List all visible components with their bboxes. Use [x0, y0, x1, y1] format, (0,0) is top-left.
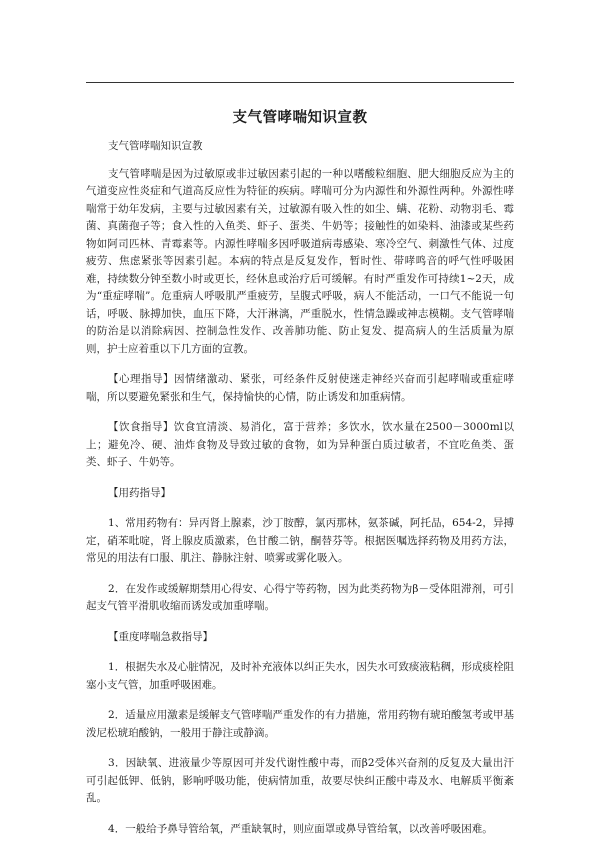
psych-guidance: 【心理指导】因情绪激动、紧张，可经条件反射使迷走神经兴奋而引起哮喘或重症哮喘，所以要避免紧张和生气，保持愉快的心情，防止诱发和加重病情。: [86, 373, 514, 403]
emergency-item-3: 3．因缺氧、进液量少等原因可并发代谢性酸中毒，而β2受体兴奋剂的反复及大量出汗可引起低钾、低钠，影响呼吸功能，使病情加重，故要尽快纠正酸中毒及水、电解质平衡紊乱。: [86, 757, 514, 804]
medication-item-1: 1、常用药物有：异丙肾上腺素，沙丁胺醇，氯丙那林，氨茶碱，阿托品，654-2，异搏定，硝苯吡啶，肾上腺皮质激素，色甘酸二钠，酮替芬等。根据医嘱选择药物及用药方法，常见的用法有口服、肌注、静脉注射、喷雾或雾化吸入。: [86, 517, 514, 564]
diet-guidance: 【饮食指导】饮食宜清淡、易消化，富于营养；多饮水，饮水量在2500－3000ml以上；避免冷、硬、油炸食物及导致过敏的食物，如为异种蛋白质过敏者，不宜吃鱼类、蛋类、虾子、牛奶等。: [86, 421, 514, 468]
subtitle: 支气管哮喘知识宣教: [108, 140, 203, 152]
intro-paragraph: 支气管哮喘是因为过敏原或非过敏因素引起的一种以嗜酸粒细胞、肥大细胞反应为主的气道变应性炎症和气道高反应性为特征的疾病。哮喘可分为内源性和外源性两种。外源性哮喘常于幼年发病，主要与过敏因素有关，过敏源有吸入性的如尘、螨、花粉、动物羽毛、霉菌、真菌孢子等；食入性的入鱼类、虾子、蛋类、牛奶等；接触性的如染料、油漆或某些药物如阿司匹林、青霉素等。内源性哮喘多因呼吸道病毒感染、寒冷空气、刺激性气体、过度疲劳、焦虑紧张等因素引起。本病的特点是反复发作，暂时性、带哮鸣音的呼气性呼吸困难，持续数分钟至数小时或更长，经休息或治疗后可缓解。有时严重发作可持续1~2天，成为“重症哮喘”。危重病人呼吸肌严重疲劳，呈腹式呼吸，病人不能活动，一口气不能说一句话，呼吸、脉搏加快，血压下降，大汗淋漓，严重脱水，性情急躁或神志模糊。支气管哮喘的防治是以消除病因、控制急性发作、改善肺功能、防止复发、提高病人的生活质量为原则，护士应着重以下几方面的宣教。: [86, 167, 514, 355]
document-body: [86, 138, 514, 838]
medication-item-2: 2．在发作或缓解期禁用心得安、心得宁等药物，因为此类药物为β－受体阻滞剂，可引起支气管平滑肌收缩而诱发或加重哮喘。: [86, 582, 514, 612]
emergency-item-2: 2．适量应用激素是缓解支气管哮喘严重发作的有力措施，常用药物有琥珀酸氢考或甲基泼尼松琥珀酸钠，一般用于静注或静滴。: [86, 709, 514, 739]
header-rule: [86, 82, 514, 83]
page-title: 支气管哮喘知识宣教: [232, 109, 368, 126]
medication-heading: 【用药指导】: [108, 486, 172, 499]
emergency-item-4: 4．一般给予鼻导管给氧，严重缺氧时，则应面罩或鼻导管给氧，以改善呼吸困难。: [108, 822, 493, 835]
emergency-heading: 【重度哮喘急救指导】: [108, 630, 214, 643]
emergency-item-1: 1．根据失水及心脏情况，及时补充液体以纠正失水，因失水可致痰液粘稠，形成痰栓阻塞小支气管，加重呼吸困难。: [86, 661, 514, 691]
